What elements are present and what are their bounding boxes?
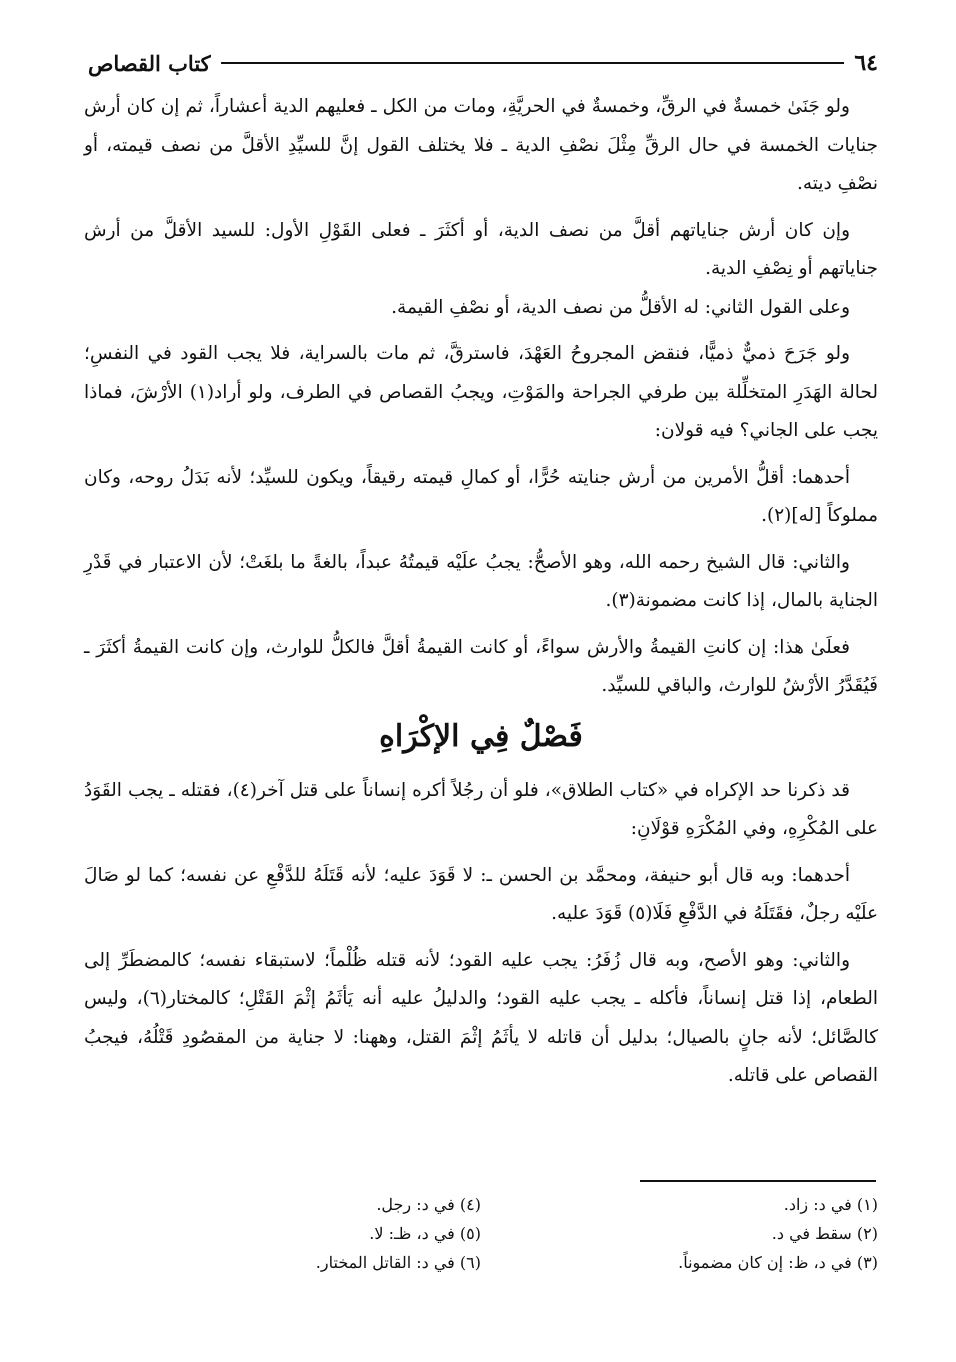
header-rule [221, 62, 845, 64]
footnote-5: (٥) في د، ظـ: لا. [369, 1224, 481, 1243]
section-paragraph-3: والثاني: وهو الأصح، وبه قال زُفَرُ: يجب عليه القود؛ لأنه قتله ظُلْماً؛ لاستبقاء نفسه؛ كالمضطَرِّ إلى الطعام، إذا قتل إنساناً، فأكله ـ يجب عليه القود؛ والدليلُ عليه أنه يَأثَمُ إثْمَ القَتْلِ؛ كالمختار(٦)، وليس كالصَّائل؛ لأنه جانٍ بالصيال؛ بدليل أن قاتله لا يأثَمُ إثْمَ القتل، وههنا: لا جناية من المقصُودِ قَتْلُهُ، فيجبُ القصاص على قاتله. [84, 949, 879, 1086]
footnote-6: (٦) في د: القاتل المختار. [315, 1253, 481, 1272]
page-number: ٦٤ [854, 50, 878, 76]
section-paragraph-2: أحدهما: وبه قال أبو حنيفة، ومحمَّد بن الحسن ـ: لا قَوَدَ عليه؛ لأنه قَتَلَهُ للدَّفْعِ عن نفسه؛ كما لو صَالَ علَيْه رجلٌ، فقَتَلَهُ في الدَّفْعِ فَلَا(٥) قَوَدَ عليه. [84, 864, 878, 924]
book-title: كتاب القصاص [88, 50, 211, 76]
footnotes-left-column [84, 1190, 481, 1277]
paragraph-5: أحدهما: أقلُّ الأمرين من أرش جنايته حُرًّا، أو كمالِ قيمته رقيقاً، ويكون للسيِّد؛ لأنه بَدَلُ روحه، وكان مملوكاً [له](٢). [84, 466, 878, 526]
footnote-1: (١) في د: زاد. [783, 1195, 878, 1214]
page-header [88, 46, 878, 80]
paragraph-7: فعلَىٰ هذا: إن كانتِ القيمةُ والأرش سواءً، أو كانت القيمةُ أقلَّ فالكلُّ للوارث، وإن كانت القيمةُ أكثَرَ ـ فَيُقَدَّرُ الأرْشُ للوارث، والباقي للسيِّد. [84, 636, 878, 696]
paragraph-1: ولو جَنَىٰ خمسةٌ في الرقِّ، وخمسةٌ في الحريَّةِ، ومات من الكل ـ فعليهم الدية أعشاراً، ثم إن كان أرش جنايات الخمسة في حال الرقِّ مِثْلَ نصْفِ الدية ـ فلا يختلف القول إنَّ للسيِّدِ الأقلَّ من نصف قيمته، أو نصْفِ ديته. [84, 96, 878, 194]
section-title: فَصْلٌ فِي الإكْرَاهِ [379, 718, 583, 754]
paragraph-2: وإن كان أرش جناياتهم أقلَّ من نصف الدية، أو أكثَرَ ـ فعلى القَوْلِ الأول: للسيد الأقلَّ من أرش جناياتهم أو نِصْفِ الدية. [84, 219, 878, 279]
footnote-rule [640, 1180, 876, 1182]
footnote-4: (٤) في د: رجل. [376, 1195, 481, 1214]
paragraph-6: والثاني: قال الشيخ رحمه الله، وهو الأصحُّ: يجبُ علَيْه قيمتُهُ عبداً، بالغةً ما بلغَتْ؛ لأن الاعتبار في قَدْرِ الجناية بالمال، إذا كانت مضمونة(٣). [84, 551, 878, 611]
footnotes [84, 1190, 878, 1277]
paragraph-3: وعلى القول الثاني: له الأقلُّ من نصف الدية، أو نصْفِ القيمة. [391, 296, 850, 318]
footnote-2: (٢) سقط في د. [771, 1224, 878, 1243]
footnote-3: (٣) في د، ظ: إن كان مضموناً. [678, 1253, 878, 1272]
section-paragraph-1: قد ذكرنا حد الإكراه في «كتاب الطلاق»، فلو أن رجُلاً أكره إنساناً على قتل آخر(٤)، فقتله ـ يجب القَوَدُ على المُكْرِهِ، وفي المُكْرَهِ قوْلَانِ: [84, 779, 878, 839]
footnotes-right-column [481, 1190, 878, 1277]
page-body [84, 88, 878, 1104]
paragraph-4: ولو جَرَحَ ذميٌّ ذميًّا، فنقض المجروحُ العَهْدَ، فاسترقَّ، ثم مات بالسراية، فلا يجب القود في النفسِ؛ لحالة الهَدَرِ المتخلِّلة بين طرفي الجراحة والمَوْتِ، ويجبُ القصاص في الطرف، ولو أراد(١) الأرْشَ، فماذا يجب على الجاني؟ فيه قولان: [84, 343, 878, 441]
